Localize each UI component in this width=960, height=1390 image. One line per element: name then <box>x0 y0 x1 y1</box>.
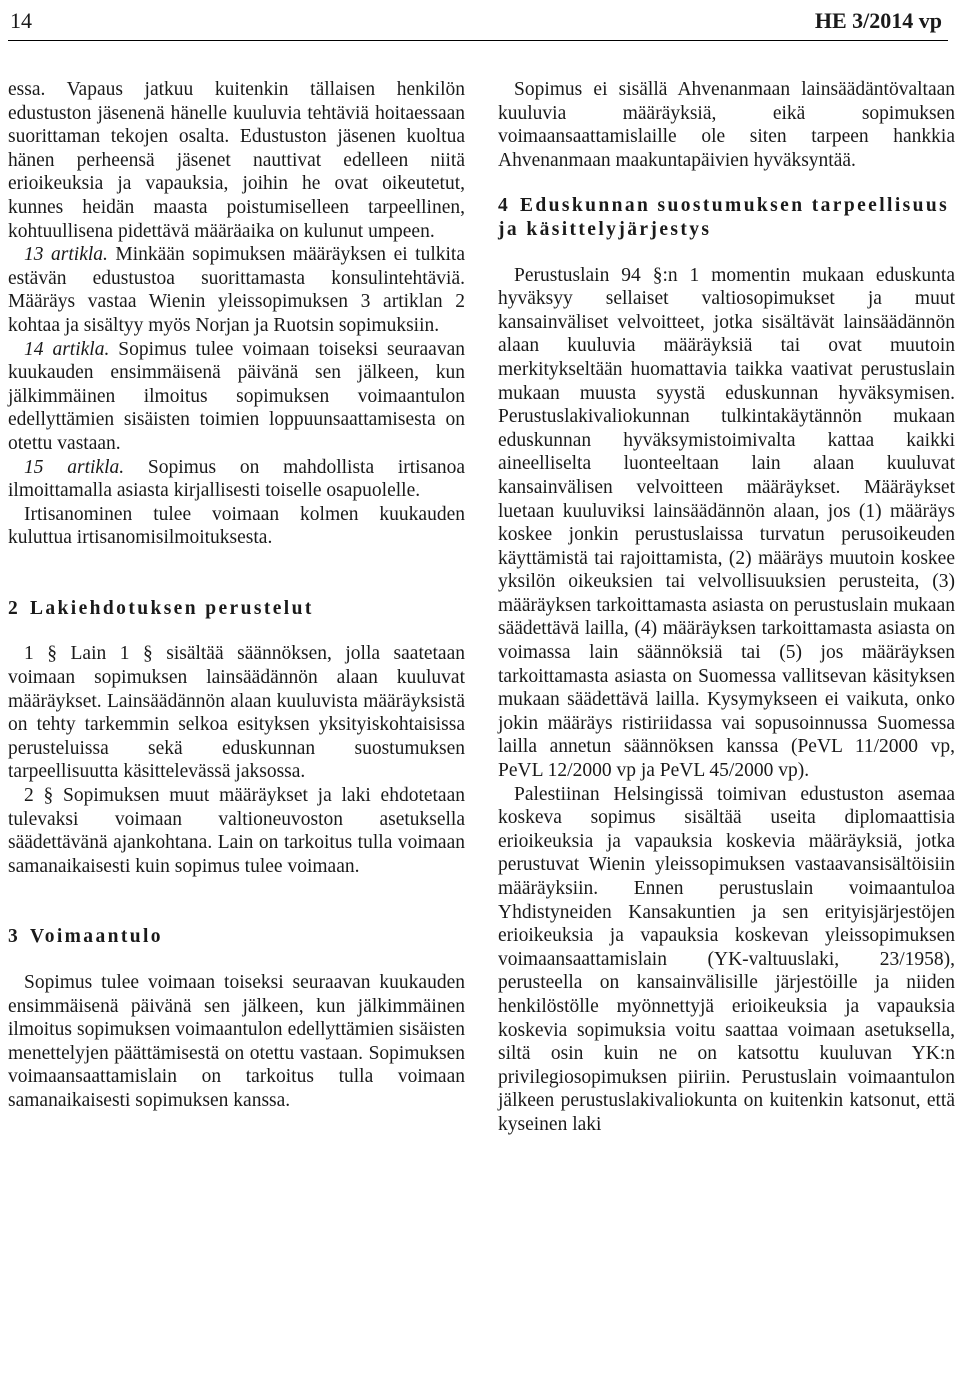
document-id: HE 3/2014 vp <box>814 8 942 33</box>
section-2-title: Lakiehdotuksen perustelut <box>30 597 314 619</box>
article-14-label: 14 artikla. <box>24 338 110 360</box>
termination-paragraph: Irtisanominen tulee voimaan kolmen kuukauden kuluttua irtisanomisilmoituksesta. <box>8 503 465 549</box>
article-15-text: Sopimus on mahdollista irtisanoa ilmoittamalla asiasta kirjallisesti toiselle osapuolelle. <box>8 456 466 502</box>
aland-paragraph: Sopimus ei sisällä Ahvenanmaan lainsäädäntövaltaan kuuluvia määräyksiä, eikä sopimuksen voimaansaattamislaille ole siten tarpeen hankkia Ahvenanmaan maakuntapäivien hyväksyntää. <box>498 79 955 171</box>
article-14-text: Sopimus tulee voimaan toiseksi seuraavan kuukauden ensimmäisenä päivänä sen jälkeen, kun jälkimmäinen ilmoitus sopimuksen voimaantulon edellyttämien sisäisten toimien loppuunsaattamisesta on otettu vastaan. <box>8 338 465 454</box>
section-2-heading <box>8 597 465 621</box>
article-13-paragraph <box>8 243 465 337</box>
page-header <box>8 6 948 36</box>
article-13-text: Minkään sopimuksen määräyksen ei tulkita estävän edustustoa suorittamasta konsulintehtäviä. Määräys vastaa Wienin yleissopimuksen 3 artiklan 2 kohtaa ja sisältyy myös Norjan ja Ruotsin sopimuksiin. <box>8 244 465 336</box>
section-4-title: Eduskunnan suostumuksen tarpeellisuus ja käsittelyjärjestys <box>498 195 950 240</box>
page-number: 14 <box>10 8 32 33</box>
section-3-number: 3 <box>8 926 18 948</box>
article-15-paragraph <box>8 456 465 503</box>
section-3-title: Voimaantulo <box>30 926 163 948</box>
section-4-number: 4 <box>498 195 508 217</box>
section-2-number: 2 <box>8 597 18 619</box>
article-14-paragraph <box>8 338 465 456</box>
constitution-paragraph: Perustuslain 94 §:n 1 momentin mukaan eduskunta hyväksyy sellaiset valtiosopimukset ja muut kansainväliset velvoitteet, jotka sisältävät lainsäädännön alaan kuuluvia määräyksiä tai ovat muutoin merkitykseltään huomattavia taikka vaativat perustuslain mukaan muusta syystä eduskunnan hyväksymisen. Perustuslakivaliokunnan tulkintakäytännön mukaan eduskunnan hyväksymistoimivalta kattaa kaikki aineelliselta luonteeltaan lain alaan kuuluvat kansainvälisen velvoitteen määräykset. Määräykset luetaan kuuluviksi lainsäädännön alaan, jos (1) määräys koskee jonkin perustuslaissa turvatun perusoikeuden käyttämistä tai rajoittamista, (2) määräys muutoin koskee yksilön oikeuksien tai velvollisuuksien perusteita, (3) määräyksen tarkoittamasta asiasta on perustuslain mukaan säädettävä lailla, (4) määräyksen tarkoittamasta asiasta on voimassa lain säännöksiä tai (5) jos määräyksen tarkoittamasta asiasta on Suomessa vallitsevan käsityksen mukaan säädettävä lailla. Kysymykseen ei vaikuta, onko jokin määräys ristiriidassa vai sopusoinnussa Suomessa lailla annetun säännöksen kanssa (PeVL 11/2000 vp, PeVL 12/2000 vp ja PeVL 45/2000 vp). <box>498 264 955 782</box>
left-column <box>8 78 465 1113</box>
article-13-label: 13 artikla. <box>24 244 108 266</box>
section-1-paragraph: 1 § Lain 1 § sisältää säännöksen, jolla saatetaan voimaan sopimuksen lainsäädännön alaan kuuluvat määräykset. Lainsäädännön alaan kuuluvista määräyksistä on tehty tarkemmin selkoa esityksen yksityiskohtaisissa perusteluissa sekä eduskunnan suostumuksen tarpeellisuutta käsittelevässä jaksossa. <box>8 643 465 783</box>
paragraph-continuation: essa. Vapaus jatkuu kuitenkin tällaisen henkilön edustuston jäsenenä hänelle kuuluvia tehtäviä hoitaessaan suorittaman tekojen osalta. Edustuston jäsenen kuoltua hänen perheensä jäsenet nauttivat edelleen niitä erioikeuksia ja vapauksia, joihin he ovat oikeutetut, kunnes heidän maasta poistumiselleen tarpeellinen, kohtuullisena pidettävä määräaika on kulunut umpeen. <box>8 79 465 242</box>
entry-into-force-paragraph: Sopimus tulee voimaan toiseksi seuraavan kuukauden ensimmäisenä päivänä sen jälkeen, kun jälkimmäinen ilmoitus sopimuksen voimaantulon edellyttämien sisäisten menettelyjen päättämisestä on otettu vastaan. Sopimuksen voimaansaattamislain on tarkoitus tulla voimaan samanaikaisesti sopimuksen kanssa. <box>8 972 465 1111</box>
header-rule <box>8 40 948 41</box>
article-15-label: 15 artikla. <box>24 456 125 478</box>
palestine-paragraph: Palestiinan Helsingissä toimivan edustuston asemaa koskeva sopimus sisältää useita diplomaattisia erioikeuksia ja vapauksia koskevia määräyksiä, jotka perustuvat Wienin yleissopimuksen vastaavansisältöisiin määräyksiin. Ennen perustuslain voimaantuloa Yhdistyneiden Kansakuntien ja sen erityisjärjestöjen erioikeuksia ja vapauksia koskevan yleissopimuksen voimaansaattamislain (YK-valtuuslaki, 23/1958), perusteella on kansainvälisille järjestöille ja niiden henkilöstölle myönnettyjä erioikeuksia ja vapauksia koskevia sopimuksia voitu saattaa voimaan asetuksella, siltä osin kuin ne on katsottu kuuluvan YK:n privilegiosopimuksen piiriin. Perustuslain voimaantulon jälkeen perustuslakivaliokunta on kuitenkin katsonut, että kyseinen laki <box>498 783 955 1135</box>
section-4-heading <box>498 194 955 241</box>
right-column <box>498 78 955 1137</box>
section-3-heading <box>8 925 465 949</box>
section-2-paragraph: 2 § Sopimuksen muut määräykset ja laki ehdotetaan tulevaksi voimaan valtioneuvoston asetuksella säädettävänä ajankohtana. Lain on tarkoitus tulla voimaan samanaikaisesti kuin sopimus tulee voimaan. <box>8 785 465 877</box>
